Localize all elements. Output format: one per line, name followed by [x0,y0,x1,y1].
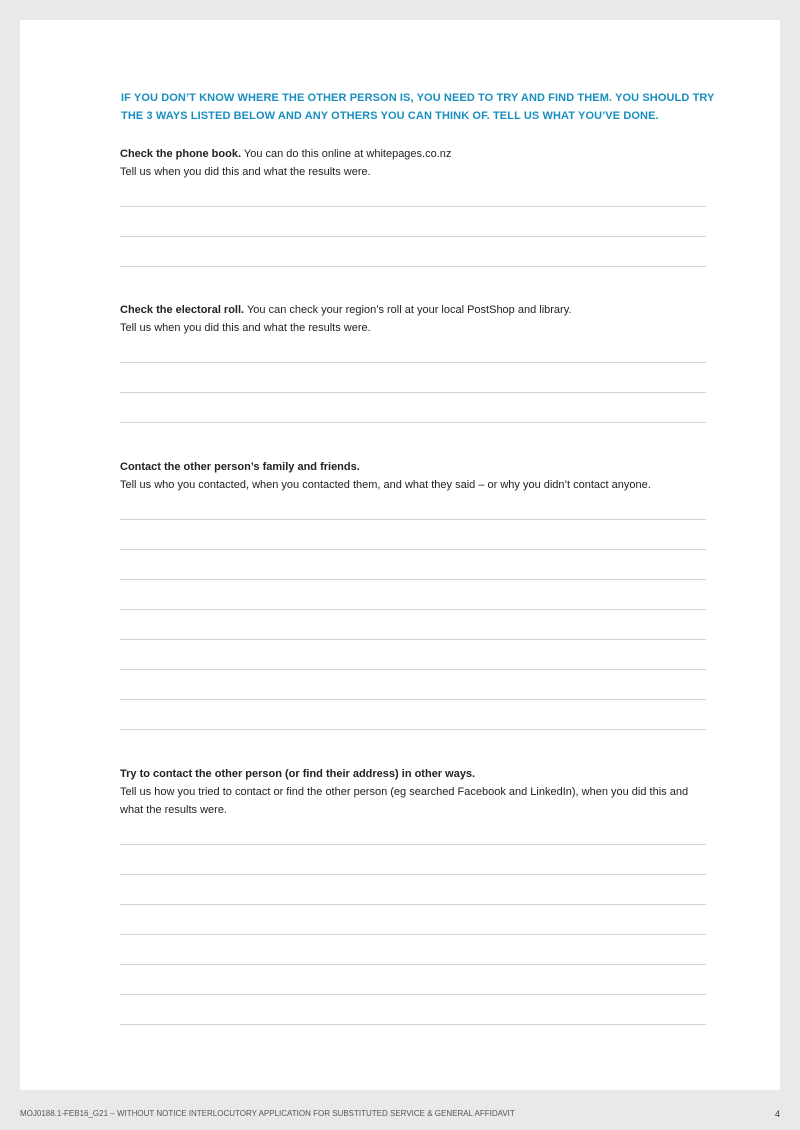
section-instruction: Tell us how you tried to contact or find the other person (eg searched Facebook and LinkedIn), when you did this and what the results were. [120,786,689,816]
section-title: Contact the other person’s family and friends. [120,461,360,473]
answer-line[interactable] [120,580,706,610]
answer-line[interactable] [120,520,706,550]
footer-document-id: MOJ0188.1-FEB16_G21 – WITHOUT NOTICE INTERLOCUTORY APPLICATION FOR SUBSTITUTED SERVICE & GENERAL AFFIDAVIT [20,1109,515,1118]
electoral-roll-section [120,301,706,337]
section-instruction: Tell us when you did this and what the results were. [120,322,371,334]
answer-line[interactable] [120,237,706,267]
answer-line[interactable] [120,875,706,905]
answer-line[interactable] [120,700,706,730]
section-title-line [120,145,706,163]
answer-line[interactable] [120,965,706,995]
answer-line[interactable] [120,490,706,520]
page-number: 4 [774,1109,780,1119]
answer-line[interactable] [120,995,706,1025]
family-friends-section [120,458,706,494]
page-footer [20,1109,780,1118]
section-title-detail: You can do this online at whitepages.co.nz [241,148,452,160]
answer-line[interactable] [120,815,706,845]
answer-line[interactable] [120,207,706,237]
answer-line[interactable] [120,845,706,875]
answer-lines[interactable] [120,815,706,1025]
section-title-line [120,301,706,319]
section-title: Try to contact the other person (or find their address) in other ways. [120,768,476,780]
instructions-heading: IF YOU DON’T KNOW WHERE THE OTHER PERSON IS, YOU NEED TO TRY AND FIND THEM. YOU SHOULD TRY THE 3 WAYS LISTED BELOW AND ANY OTHERS YOU CAN THINK OF. TELL US WHAT YOU’VE DONE. [121,92,715,122]
section-instruction: Tell us when you did this and what the results were. [120,166,371,178]
answer-line[interactable] [120,363,706,393]
section-title-detail: You can check your region’s roll at your local PostShop and library. [244,304,572,316]
answer-line[interactable] [120,177,706,207]
form-page [20,20,780,1090]
answer-line[interactable] [120,935,706,965]
answer-line[interactable] [120,393,706,423]
section-title: Check the electoral roll. [120,304,245,316]
other-ways-section [120,765,706,819]
answer-line[interactable] [120,640,706,670]
answer-line[interactable] [120,333,706,363]
answer-lines[interactable] [120,333,706,423]
answer-lines[interactable] [120,177,706,267]
answer-line[interactable] [120,550,706,580]
answer-line[interactable] [120,670,706,700]
answer-line[interactable] [120,905,706,935]
answer-line[interactable] [120,610,706,640]
answer-lines[interactable] [120,490,706,730]
section-title: Check the phone book. [120,148,242,160]
phone-book-section [120,145,706,181]
section-instruction: Tell us who you contacted, when you contacted them, and what they said – or why you didn’t contact anyone. [120,479,651,491]
